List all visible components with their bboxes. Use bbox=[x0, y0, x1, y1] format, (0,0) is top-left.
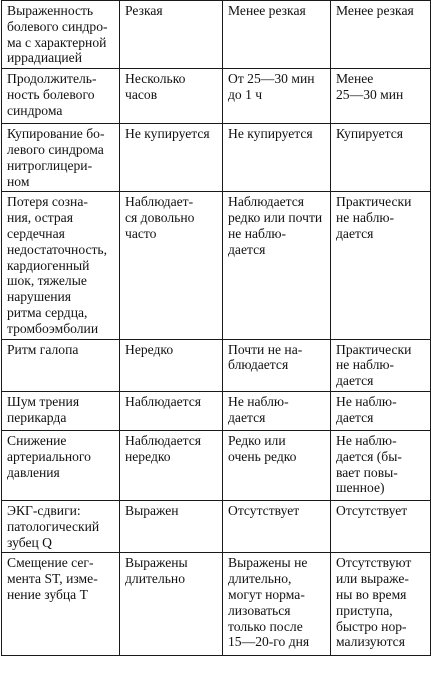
table-row bbox=[2, 339, 431, 391]
table-cell: Не наблю- дается bbox=[331, 391, 431, 430]
row-label-cell: ЭКГ-сдвиги: патологический зубец Q bbox=[2, 500, 120, 552]
table-cell: Несколько часов bbox=[120, 69, 223, 124]
table-row bbox=[2, 500, 431, 552]
table-cell: Не наблю- дается bbox=[223, 391, 331, 430]
row-label-cell: Выраженность болевого синдро- ма с характерной иррадиацией bbox=[2, 1, 120, 69]
table-cell: Отсутствует bbox=[223, 500, 331, 552]
table-cell: Выражены длительно bbox=[120, 553, 223, 656]
table-cell: Отсутствуют или выраже- ны во время приступа, быстро нор- мализуются bbox=[331, 553, 431, 656]
row-label-cell: Шум трения перикарда bbox=[2, 391, 120, 430]
table-cell: Выражен bbox=[120, 500, 223, 552]
table-cell: Выражены не длительно, могут норма- лизоваться только после 15—20-го дня bbox=[223, 553, 331, 656]
table-row bbox=[2, 553, 431, 656]
row-label-cell: Снижение артериального давления bbox=[2, 430, 120, 500]
table-cell: Менее 25—30 мин bbox=[331, 69, 431, 124]
table-cell: Не купируется bbox=[120, 124, 223, 192]
table-row bbox=[2, 69, 431, 124]
table-row bbox=[2, 391, 431, 430]
table-cell: Практически не наблю- дается bbox=[331, 192, 431, 339]
table-cell: Наблюдается нередко bbox=[120, 430, 223, 500]
table-row bbox=[2, 430, 431, 500]
table-cell: Отсутствует bbox=[331, 500, 431, 552]
table-cell: Наблюдается редко или почти не наблю- дается bbox=[223, 192, 331, 339]
table-cell: Менее резкая bbox=[331, 1, 431, 69]
row-label-cell: Потеря созна- ния, острая сердечная недостаточность, кардиогенный шок, тяжелые нарушения ритма сердца, тромбоэмболии bbox=[2, 192, 120, 339]
row-label-cell: Смещение сег- мента ST, изме- нение зубца T bbox=[2, 553, 120, 656]
table-cell: Почти не на- блюдается bbox=[223, 339, 331, 391]
row-label-cell: Ритм галопа bbox=[2, 339, 120, 391]
table-row bbox=[2, 124, 431, 192]
table-cell: От 25—30 мин до 1 ч bbox=[223, 69, 331, 124]
table-cell: Резкая bbox=[120, 1, 223, 69]
table-cell: Наблюдается bbox=[120, 391, 223, 430]
table-cell: Не наблю- дается (бы- вает повы- шенное) bbox=[331, 430, 431, 500]
table-row bbox=[2, 1, 431, 69]
table-cell: Не купируется bbox=[223, 124, 331, 192]
table-cell: Менее резкая bbox=[223, 1, 331, 69]
table-cell: Купируется bbox=[331, 124, 431, 192]
row-label-cell: Продолжитель- ность болевого синдрома bbox=[2, 69, 120, 124]
table-cell: Наблюдает- ся довольно часто bbox=[120, 192, 223, 339]
table-row bbox=[2, 192, 431, 339]
comparison-table bbox=[1, 0, 431, 656]
table-cell: Практически не наблю- дается bbox=[331, 339, 431, 391]
table-cell: Редко или очень редко bbox=[223, 430, 331, 500]
table-cell: Нередко bbox=[120, 339, 223, 391]
row-label-cell: Купирование бо- левого синдрома нитроглицери- ном bbox=[2, 124, 120, 192]
